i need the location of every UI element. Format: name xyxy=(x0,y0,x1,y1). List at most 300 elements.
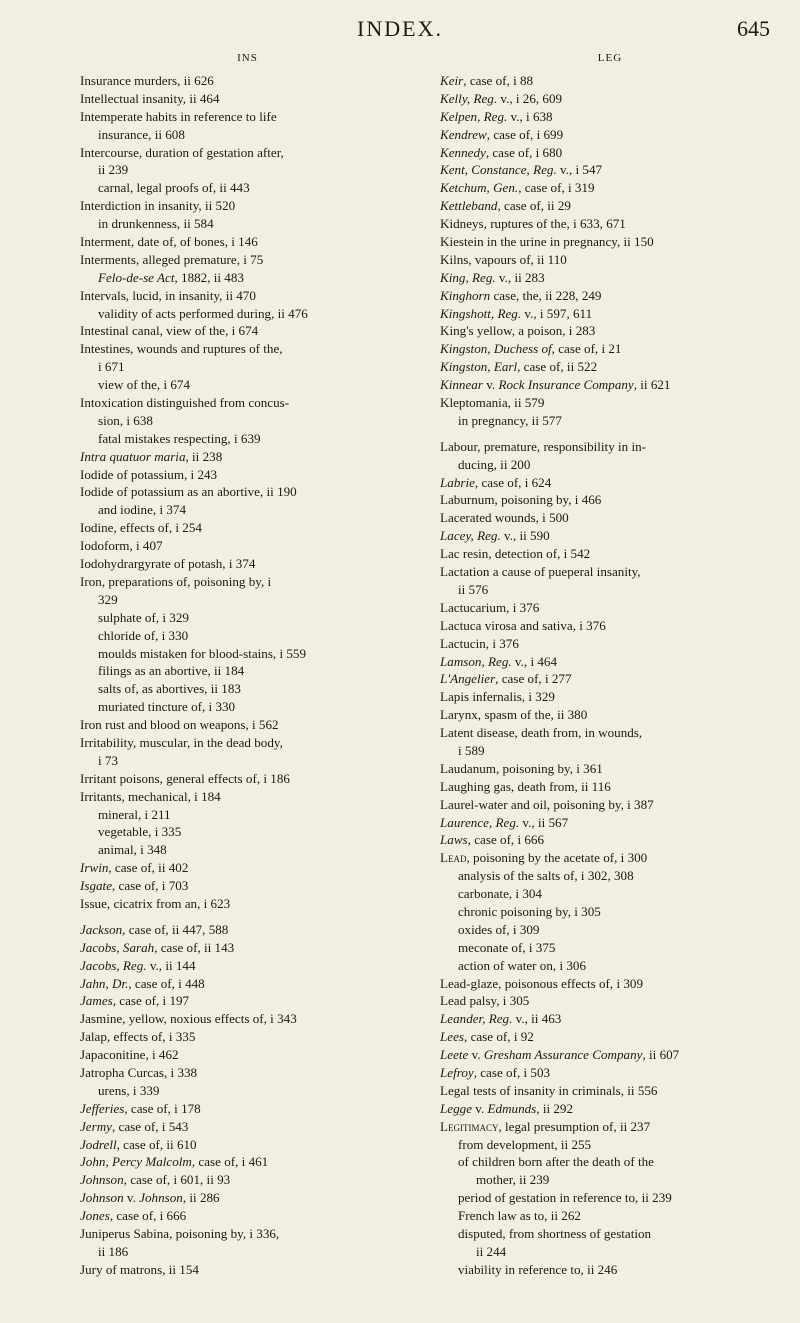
entry-text: Laburnum, poisoning by, i 466 xyxy=(440,492,602,508)
entry-text: , 1882, ii 483 xyxy=(174,269,244,285)
index-subentry xyxy=(80,591,415,609)
entry-text: King's yellow, a poison, i 283 xyxy=(440,323,596,339)
index-entry xyxy=(440,724,780,742)
index-column-right xyxy=(440,52,780,1279)
index-entry xyxy=(440,269,780,287)
entry-text: , case of, i 503 xyxy=(473,1064,551,1080)
entry-text: Lees xyxy=(440,1029,465,1045)
index-entry xyxy=(80,1225,415,1243)
entries-right xyxy=(440,72,780,1279)
entry-text: French law as to, ii 262 xyxy=(458,1208,581,1224)
index-entry xyxy=(440,1118,780,1136)
entry-text: chronic poisoning by, i 305 xyxy=(458,903,601,919)
entry-text: Issue, cicatrix from an, i 623 xyxy=(80,895,231,911)
index-subentry xyxy=(80,269,415,287)
index-entry xyxy=(440,1100,780,1118)
entry-text: , case of, i 88 xyxy=(463,73,534,88)
index-entry xyxy=(440,394,780,412)
entry-text: Jury of matrons, ii 154 xyxy=(80,1261,199,1277)
index-entry xyxy=(440,1028,780,1046)
entry-text: animal, i 348 xyxy=(98,842,167,858)
entry-text: Kingston, Earl xyxy=(440,359,518,375)
entry-text: Laurel-water and oil, poisoning by, i 387 xyxy=(440,796,654,812)
index-entry xyxy=(80,394,415,412)
entry-text: King, Reg. xyxy=(440,269,496,285)
entry-text: ducing, ii 200 xyxy=(458,456,531,472)
index-entry xyxy=(80,340,415,358)
entry-text: carbonate, i 304 xyxy=(458,886,542,902)
index-subentry xyxy=(440,1261,780,1279)
index-subentry xyxy=(80,305,415,323)
index-entry xyxy=(440,197,780,215)
entry-text: Legitimacy xyxy=(440,1118,499,1134)
entry-text: ii 239 xyxy=(98,162,129,178)
entry-text: Kinghorn xyxy=(440,287,491,303)
entry-text: Iron rust and blood on weapons, i 562 xyxy=(80,717,279,733)
index-entry xyxy=(440,161,780,179)
index-entry xyxy=(440,376,780,394)
index-subentry xyxy=(80,752,415,770)
index-entry xyxy=(80,466,415,484)
index-entry xyxy=(440,1082,780,1100)
entry-text: fatal mistakes respecting, i 639 xyxy=(98,430,261,446)
entry-text: Intoxication distinguished from concus- xyxy=(80,395,290,411)
index-entry xyxy=(80,483,415,501)
letter-section-gap xyxy=(440,430,780,438)
entry-text: muriated tincture of, i 330 xyxy=(98,699,236,715)
entry-text: , case of, i 601, ii 93 xyxy=(123,1172,231,1188)
entry-text: Kendrew xyxy=(440,126,487,142)
index-entry xyxy=(80,877,415,895)
index-subentry xyxy=(80,806,415,824)
index-entry xyxy=(80,448,415,466)
entry-text: , case of, ii 29 xyxy=(497,198,571,214)
entry-text: Laws xyxy=(440,832,468,848)
index-entry xyxy=(440,599,780,617)
index-subentry xyxy=(440,456,780,474)
entry-text: , case of, ii 610 xyxy=(116,1136,197,1152)
entry-text: Gresham Assurance Company xyxy=(483,1047,643,1063)
entry-text: , case of, i 178 xyxy=(124,1100,201,1116)
entry-text: Kiestein in the urine in pregnancy, ii 150 xyxy=(440,234,654,250)
entry-text: Iodine, effects of, i 254 xyxy=(80,520,202,536)
entry-text: Kingston, Duchess of xyxy=(440,341,552,357)
entry-text: 329 xyxy=(98,591,118,607)
entry-text: Rock Insurance Company xyxy=(498,377,634,393)
index-entry xyxy=(440,358,780,376)
index-entry xyxy=(80,108,415,126)
entry-text: i 589 xyxy=(458,742,485,758)
entry-text: Felo-de-se Act xyxy=(98,269,175,285)
entry-text: mother, ii 239 xyxy=(476,1172,550,1188)
entry-text: v. xyxy=(123,1190,140,1206)
entry-text: Japaconitine, i 462 xyxy=(80,1047,179,1063)
entry-text: from development, ii 255 xyxy=(458,1136,592,1152)
index-entry xyxy=(440,1010,780,1028)
guide-word-right: LEG xyxy=(597,52,623,64)
entry-text: Juniperus Sabina, poisoning by, i 336, xyxy=(80,1226,280,1241)
entry-text: John, Percy Malcolm xyxy=(80,1154,192,1170)
index-subentry xyxy=(440,903,780,921)
index-entry xyxy=(80,939,415,957)
entry-text: Latent disease, death from, in wounds, xyxy=(440,725,643,741)
index-subentry xyxy=(80,358,415,376)
entry-text: Johnson xyxy=(80,1172,124,1188)
entry-text: i 73 xyxy=(98,752,119,768)
entry-text: Intellectual insanity, ii 464 xyxy=(80,90,220,106)
index-subentry xyxy=(80,126,415,144)
index-entry xyxy=(440,545,780,563)
index-entry xyxy=(440,617,780,635)
entries-left xyxy=(80,72,415,1279)
index-entry xyxy=(440,1064,780,1082)
index-entry xyxy=(80,1010,415,1028)
index-subentry xyxy=(440,939,780,957)
guide-word-left: INS xyxy=(237,52,258,64)
entry-text: Keir xyxy=(440,73,464,88)
index-entry xyxy=(440,215,780,233)
index-subentry xyxy=(80,645,415,663)
index-entry xyxy=(80,1100,415,1118)
index-entry xyxy=(440,760,780,778)
entry-text: , ii 286 xyxy=(182,1190,220,1206)
entry-text: ii 244 xyxy=(476,1243,507,1259)
entry-text: Intercourse, duration of gestation after, xyxy=(80,144,284,160)
entry-text: sion, i 638 xyxy=(98,412,153,428)
entry-text: v., ii 567 xyxy=(519,814,569,830)
index-subentry xyxy=(80,430,415,448)
entry-text: analysis of the salts of, i 302, 308 xyxy=(458,868,634,884)
entry-text: Jefferies xyxy=(80,1100,125,1116)
entry-text: in pregnancy, ii 577 xyxy=(458,412,562,428)
entry-text: sulphate of, i 329 xyxy=(98,609,189,625)
index-entry xyxy=(80,1118,415,1136)
entry-text: mineral, i 211 xyxy=(98,806,171,822)
entry-text: Jacobs, Reg. xyxy=(80,957,147,973)
index-column-left xyxy=(80,52,415,1279)
index-entry xyxy=(80,233,415,251)
index-entry xyxy=(440,796,780,814)
index-subentry xyxy=(440,1153,780,1171)
index-entry xyxy=(80,1028,415,1046)
entry-text: , case of, i 703 xyxy=(112,878,189,894)
entry-text: Intervals, lucid, in insanity, ii 470 xyxy=(80,287,256,303)
entry-text: Lead xyxy=(440,850,467,866)
index-entry xyxy=(80,1136,415,1154)
entry-text: , case of, i 92 xyxy=(464,1029,534,1045)
entry-text: v. xyxy=(472,1100,488,1116)
entry-text: moulds mistaken for blood-stains, i 559 xyxy=(98,645,307,661)
index-subentry xyxy=(440,867,780,885)
entry-text: in drunkenness, ii 584 xyxy=(98,216,214,232)
entry-text: Kettleband xyxy=(440,198,498,214)
entry-text: and iodine, i 374 xyxy=(98,502,187,518)
index-entry xyxy=(80,1046,415,1064)
entry-text: Lac resin, detection of, i 542 xyxy=(440,546,591,562)
index-entry xyxy=(80,1261,415,1279)
page-number: 645 xyxy=(737,16,770,41)
entry-text: , case of, i 680 xyxy=(485,144,563,160)
index-subentry xyxy=(80,412,415,430)
entry-text: Iodoform, i 407 xyxy=(80,538,163,554)
entry-text: Johnson xyxy=(80,1190,124,1206)
entry-text: Intestinal canal, view of the, i 674 xyxy=(80,323,259,339)
index-subentry xyxy=(80,1243,415,1261)
entry-text: salts of, as abortives, ii 183 xyxy=(98,681,241,697)
entry-text: Jacobs, Sarah xyxy=(80,939,155,955)
entry-text: view of the, i 674 xyxy=(98,377,191,393)
entry-text: Intemperate habits in reference to life xyxy=(80,108,277,124)
index-subentry xyxy=(80,215,415,233)
entry-text: Labrie xyxy=(440,474,475,490)
entry-text: Lefroy xyxy=(440,1064,474,1080)
index-entry xyxy=(440,688,780,706)
index-entry xyxy=(440,340,780,358)
entry-text: Leander, Reg. xyxy=(440,1011,513,1027)
entry-text: v., i 464 xyxy=(511,653,557,669)
entry-text: Lamson, Reg. xyxy=(440,653,512,669)
entry-text: Kingshott, Reg. xyxy=(440,305,522,321)
index-subentry xyxy=(80,501,415,519)
index-entry xyxy=(80,251,415,269)
entry-text: v., ii 590 xyxy=(500,528,550,544)
entry-text: , legal presumption of, ii 237 xyxy=(498,1118,651,1134)
entry-text: Insurance murders, ii 626 xyxy=(80,73,214,88)
entry-text: Kinnear xyxy=(440,377,483,393)
entry-text: Legal tests of insanity in criminals, ii 556 xyxy=(440,1082,658,1098)
entry-text: Intestines, wounds and ruptures of the, xyxy=(80,341,283,357)
entry-text: urens, i 339 xyxy=(98,1082,160,1098)
entry-text: , ii 238 xyxy=(185,448,223,464)
index-entry xyxy=(440,831,780,849)
index-entry xyxy=(440,233,780,251)
index-entry xyxy=(80,921,415,939)
page-header xyxy=(0,16,800,46)
entry-text: Laurence, Reg. xyxy=(440,814,520,830)
index-subentry xyxy=(80,823,415,841)
entry-text: Kennedy xyxy=(440,144,486,160)
entry-text: , case of, i 699 xyxy=(486,126,564,142)
entry-text: , case of, i 624 xyxy=(474,474,552,490)
entry-text: Iodide of potassium as an abortive, ii 190 xyxy=(80,484,297,500)
index-subentry xyxy=(440,1207,780,1225)
index-entry xyxy=(80,975,415,993)
index-subentry xyxy=(80,841,415,859)
index-entry xyxy=(440,251,780,269)
entry-text: ii 576 xyxy=(458,581,489,597)
index-entry xyxy=(440,814,780,832)
entry-text: , case of, i 666 xyxy=(467,832,545,848)
index-entry xyxy=(80,1189,415,1207)
index-entry xyxy=(80,1064,415,1082)
index-subentry xyxy=(440,581,780,599)
entry-text: Irritants, mechanical, i 184 xyxy=(80,788,221,804)
index-subentry xyxy=(80,698,415,716)
index-subentry xyxy=(80,680,415,698)
index-entry xyxy=(440,474,780,492)
index-subentry xyxy=(80,609,415,627)
index-entry xyxy=(80,1207,415,1225)
entry-text: , ii 607 xyxy=(642,1047,680,1063)
index-entry xyxy=(440,126,780,144)
entry-text: Lapis infernalis, i 329 xyxy=(440,689,555,705)
entry-text: Irwin xyxy=(80,860,109,876)
index-subentry xyxy=(440,1243,780,1261)
index-entry xyxy=(80,770,415,788)
index-entry xyxy=(80,895,415,913)
index-entry xyxy=(80,322,415,340)
entry-text: L'Angelier xyxy=(440,671,496,687)
entry-text: Larynx, spasm of the, ii 380 xyxy=(440,707,588,723)
entry-text: v., i 638 xyxy=(507,108,553,124)
index-entry xyxy=(80,573,415,591)
index-entry xyxy=(440,563,780,581)
index-entry xyxy=(440,849,780,867)
entry-text: v., ii 463 xyxy=(512,1011,562,1027)
entry-text: , case of, i 319 xyxy=(518,180,595,196)
entry-text: viability in reference to, ii 246 xyxy=(458,1261,618,1277)
entry-text: Iodide of potassium, i 243 xyxy=(80,466,218,482)
entry-text: Jermy xyxy=(80,1118,112,1134)
entry-text: Lactucin, i 376 xyxy=(440,635,519,651)
entry-text: , case of, ii 143 xyxy=(154,939,235,955)
entry-text: Lacey, Reg. xyxy=(440,528,501,544)
entry-text: Johnson xyxy=(139,1190,183,1206)
index-entry xyxy=(440,778,780,796)
entry-text: v. xyxy=(468,1047,484,1063)
entry-text: Leete xyxy=(440,1047,469,1063)
entry-text: Jodrell xyxy=(80,1136,117,1152)
index-entry xyxy=(440,653,780,671)
entry-text: Ketchum, Gen. xyxy=(440,180,519,196)
entry-text: , case of, i 666 xyxy=(109,1208,187,1224)
entry-text: Jasmine, yellow, noxious effects of, i 343 xyxy=(80,1011,297,1027)
entry-text: of children born after the death of the xyxy=(458,1154,654,1170)
index-subentry xyxy=(440,1171,780,1189)
entry-text: Irritability, muscular, in the dead body, xyxy=(80,734,283,750)
entry-text: Lactation a cause of pueperal insanity, xyxy=(440,564,641,580)
entry-text: Jahn, Dr. xyxy=(80,975,129,991)
entry-text: disputed, from shortness of gestation xyxy=(458,1226,652,1241)
entry-text: , ii 621 xyxy=(633,377,671,393)
entry-text: Kelly, Reg. xyxy=(440,90,498,106)
entry-text: Intra quatuor maria xyxy=(80,448,186,464)
entry-text: validity of acts performed during, ii 476 xyxy=(98,305,308,321)
index-subentry xyxy=(80,179,415,197)
entry-text: , case of, i 461 xyxy=(191,1154,269,1170)
entry-text: action of water on, i 306 xyxy=(458,957,586,973)
entry-text: , case of, ii 522 xyxy=(517,359,598,375)
entry-text: insurance, ii 608 xyxy=(98,126,185,142)
letter-section-gap xyxy=(80,913,415,921)
index-entry xyxy=(440,491,780,509)
entry-text: v., ii 283 xyxy=(495,269,545,285)
entry-text: Iodohydrargyrate of potash, i 374 xyxy=(80,556,256,572)
entry-text: v., i 547 xyxy=(556,162,603,178)
index-entry xyxy=(440,438,780,456)
index-entry xyxy=(80,716,415,734)
index-subentry xyxy=(80,662,415,680)
entry-text: Interment, date of, of bones, i 146 xyxy=(80,234,258,250)
index-entry xyxy=(80,859,415,877)
index-entry xyxy=(440,635,780,653)
running-title: INDEX. xyxy=(357,16,443,41)
entry-text: Laudanum, poisoning by, i 361 xyxy=(440,760,603,776)
entry-text: , case of, i 277 xyxy=(495,671,572,687)
entry-text: Edmunds xyxy=(487,1100,537,1116)
index-entry xyxy=(80,1153,415,1171)
entry-text: , ii 292 xyxy=(536,1100,574,1116)
entry-text: Laughing gas, death from, ii 116 xyxy=(440,778,611,794)
index-entry xyxy=(80,537,415,555)
index-entry xyxy=(440,975,780,993)
index-subentry xyxy=(440,957,780,975)
index-entry xyxy=(80,788,415,806)
entry-text: v. xyxy=(482,377,499,393)
entry-text: Kleptomania, ii 579 xyxy=(440,395,545,411)
entry-text: , case of, i 21 xyxy=(551,341,622,357)
index-entry xyxy=(440,90,780,108)
entry-text: v., ii 144 xyxy=(146,957,196,973)
index-subentry xyxy=(80,1082,415,1100)
entry-text: Kelpen, Reg. xyxy=(440,108,508,124)
index-entry xyxy=(80,992,415,1010)
index-entry xyxy=(440,287,780,305)
entry-text: Lead-glaze, poisonous effects of, i 309 xyxy=(440,975,644,991)
index-subentry xyxy=(80,161,415,179)
index-entry xyxy=(440,706,780,724)
index-subentry xyxy=(440,921,780,939)
index-entry xyxy=(80,287,415,305)
index-subentry xyxy=(440,1136,780,1154)
index-entry xyxy=(440,72,780,90)
entry-text: , case of, i 543 xyxy=(112,1118,189,1134)
entry-text: i 671 xyxy=(98,359,125,375)
entry-text: Jalap, effects of, i 335 xyxy=(80,1029,196,1045)
entry-text: Labour, premature, responsibility in in- xyxy=(440,438,647,454)
entry-text: , case of, ii 447, 588 xyxy=(122,921,229,937)
entry-text: Lactuca virosa and sativa, i 376 xyxy=(440,617,606,633)
entry-text: oxides of, i 309 xyxy=(458,921,540,937)
index-entry xyxy=(80,197,415,215)
index-entry xyxy=(80,144,415,162)
entry-text: carnal, legal proofs of, ii 443 xyxy=(98,180,250,196)
index-entry xyxy=(440,108,780,126)
entry-text: chloride of, i 330 xyxy=(98,627,189,643)
entry-text: Interments, alleged premature, i 75 xyxy=(80,251,264,267)
index-subentry xyxy=(440,1189,780,1207)
entry-text: , case of, ii 402 xyxy=(108,860,189,876)
entry-text: Jatropha Curcas, i 338 xyxy=(80,1064,198,1080)
index-entry xyxy=(440,992,780,1010)
index-entry xyxy=(440,1046,780,1064)
index-entry xyxy=(80,519,415,537)
index-entry xyxy=(440,670,780,688)
entry-text: , case of, i 448 xyxy=(128,975,205,991)
index-subentry xyxy=(440,885,780,903)
entry-text: Irritant poisons, general effects of, i 186 xyxy=(80,770,290,786)
index-entry xyxy=(80,90,415,108)
index-entry xyxy=(440,179,780,197)
index-entry xyxy=(80,1171,415,1189)
entry-text: Lacerated wounds, i 500 xyxy=(440,510,569,526)
entry-text: , poisoning by the acetate of, i 300 xyxy=(466,850,648,866)
entry-text: Jones xyxy=(80,1208,110,1224)
entry-text: , case of, i 197 xyxy=(112,993,190,1009)
index-subentry xyxy=(80,627,415,645)
index-subentry xyxy=(80,376,415,394)
entry-text: v., i 597, 611 xyxy=(521,305,593,321)
